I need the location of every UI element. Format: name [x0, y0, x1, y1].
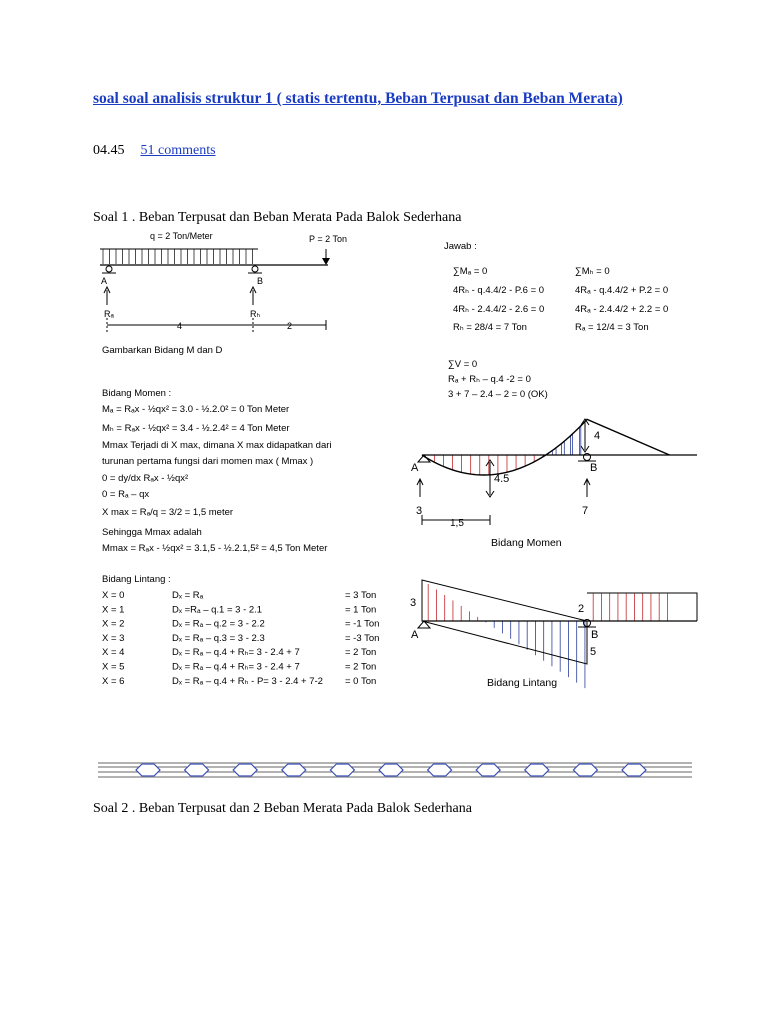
momen-line: 0 = dy/dx Rₐx - ½qx²	[102, 473, 189, 484]
soal1-heading: Soal 1 . Beban Terpusat dan Beban Merata Pada Balok Sederhana	[93, 210, 462, 225]
moment-reaction-7: 7	[582, 505, 589, 517]
lintang-cell: X = 0	[102, 590, 125, 601]
lintang-cell: X = 3	[102, 632, 125, 644]
lintang-cell: X = 4	[102, 647, 125, 659]
lintang-cell: = 2 Ton	[345, 661, 377, 673]
span-overhang-label: 2	[287, 321, 293, 331]
decorative-divider	[98, 763, 692, 777]
eq-right-line: Rₐ = 12/4 = 3 Ton	[575, 322, 649, 333]
divider-hexagon	[136, 764, 160, 776]
load-q-label: q = 2 Ton/Meter	[150, 231, 213, 241]
eq-left-line: 4Rₕ - q.4.4/2 - P.6 = 0	[453, 285, 545, 296]
lintang-cell: = 3 Ton	[345, 590, 377, 601]
momen-title: Bidang Momen :	[102, 388, 172, 399]
divider-hexagon	[525, 764, 549, 776]
eq-right	[575, 266, 668, 333]
momen-line: Mmax Terjadi di X max, dimana X max didapatkan dari	[102, 440, 332, 451]
support-b-label: B	[257, 276, 264, 286]
momen-line: Mₐ = Rₐx - ½qx² = 3.0 - ½.2.0² = 0 Ton Meter	[102, 404, 290, 415]
lintang-cell: Dₓ = Rₐ – q.4 + Rₕ - P= 3 - 2.4 + 7-2	[172, 675, 323, 687]
momen-line: Sehingga Mmax adalah	[102, 527, 202, 538]
moment-reaction-3: 3	[416, 505, 423, 517]
lintang-cell: = -1 Ton	[345, 618, 380, 630]
eq-left-line: ∑Mₐ = 0	[453, 266, 488, 277]
load-p-label: P = 2 Ton	[309, 234, 347, 244]
comments-link[interactable]: 51 comments	[140, 143, 216, 158]
post-time: 04.45	[93, 143, 125, 158]
divider-hexagon	[622, 764, 646, 776]
eq-v-line: ∑V = 0	[448, 359, 478, 370]
moment-diagram-label: Bidang Momen	[491, 537, 562, 549]
instruction-text: Gambarkan Bidang M dan D	[102, 345, 223, 356]
lintang-cell: X = 2	[102, 618, 125, 630]
shear-diagram	[410, 580, 697, 689]
momen-line: turunan pertama fungsi dari momen max ( Mmax )	[102, 456, 314, 467]
lintang-table	[102, 590, 379, 687]
eq-left-line: Rₕ = 28/4 = 7 Ton	[453, 322, 527, 333]
lintang-cell: = 2 Ton	[345, 647, 377, 659]
moment-value-4: 4	[594, 430, 601, 442]
span-ab-label: 4	[177, 321, 183, 331]
lintang-cell: Dₓ = Rₐ – q.4 + Rₕ= 3 - 2.4 + 7	[172, 647, 300, 659]
divider-hexagon	[282, 764, 306, 776]
eq-left	[453, 266, 544, 333]
eq-v-line: Rₐ + Rₕ – q.4 -2 = 0	[448, 374, 531, 385]
eq-right-line: ∑Mₕ = 0	[575, 266, 610, 277]
divider-hexagon	[379, 764, 403, 776]
shear-value-2: 2	[578, 603, 585, 615]
lintang-cell: = 0 Ton	[345, 675, 377, 687]
lintang-cell: Dₓ = Rₐ – q.2 = 3 - 2.2	[172, 618, 265, 630]
momen-lines	[102, 404, 332, 554]
lintang-cell: X = 6	[102, 675, 125, 687]
divider-hexagon	[428, 764, 452, 776]
lintang-cell: = 1 Ton	[345, 604, 377, 616]
shear-support-b: B	[591, 629, 599, 641]
shear-value-5: 5	[590, 646, 597, 658]
moment-value-45: 4.5	[494, 473, 510, 485]
eq-v-line: 3 + 7 – 2.4 – 2 = 0 (OK)	[448, 389, 548, 400]
jawab-label: Jawab :	[444, 241, 477, 252]
divider-hexagon	[185, 764, 209, 776]
beam-sketch	[100, 231, 347, 332]
momen-line: Mₕ = Rₐx - ½qx² = 3.4 - ½.2.4² = 4 Ton Meter	[102, 423, 290, 434]
divider-hexagon	[476, 764, 500, 776]
lintang-cell: Dₓ =Rₐ – q.1 = 3 - 2.1	[172, 604, 263, 616]
eq-left-line: 4Rₕ - 2.4.4/2 - 2.6 = 0	[453, 304, 545, 315]
moment-support-a: A	[411, 462, 419, 474]
lintang-cell: Dₓ = Rₐ – q.4 + Rₕ= 3 - 2.4 + 7	[172, 661, 300, 673]
momen-line: X max = Rₐ/q = 3/2 = 1,5 meter	[102, 507, 234, 518]
support-a-label: A	[101, 276, 108, 286]
lintang-cell: X = 1	[102, 604, 125, 616]
lintang-cell: Dₓ = Rₐ	[172, 590, 204, 601]
reaction-a-label: Rₐ	[104, 309, 114, 319]
lintang-cell: X = 5	[102, 661, 125, 673]
lintang-title: Bidang Lintang :	[102, 574, 171, 585]
soal2-heading: Soal 2 . Beban Terpusat dan 2 Beban Merata Pada Balok Sederhana	[93, 801, 472, 816]
shear-diagram-label: Bidang Lintang	[487, 677, 558, 689]
shear-value-3: 3	[410, 597, 417, 609]
moment-diagram	[411, 419, 697, 549]
divider-hexagon	[233, 764, 257, 776]
eq-vertical	[448, 359, 548, 400]
eq-right-line: 4Rₐ - q.4.4/2 + P.2 = 0	[575, 285, 669, 296]
shear-support-a: A	[411, 629, 419, 641]
moment-dist-15: 1,5	[450, 518, 464, 529]
lintang-cell: = -3 Ton	[345, 632, 380, 644]
momen-line: Mmax = Rₐx - ½qx² = 3.1,5 - ½.2.1,5² = 4,5 Ton Meter	[102, 543, 328, 554]
lintang-cell: Dₓ = Rₐ – q.3 = 3 - 2.3	[172, 632, 265, 644]
momen-line: 0 = Rₐ – qx	[102, 489, 150, 500]
eq-right-line: 4Rₐ - 2.4.4/2 + 2.2 = 0	[575, 304, 669, 315]
moment-support-b: B	[590, 462, 598, 474]
post-title[interactable]: soal soal analisis struktur 1 ( statis tertentu, Beban Terpusat dan Beban Merata)	[93, 90, 623, 107]
divider-hexagon	[330, 764, 354, 776]
divider-hexagon	[573, 764, 597, 776]
reaction-b-label: Rₕ	[250, 309, 261, 319]
